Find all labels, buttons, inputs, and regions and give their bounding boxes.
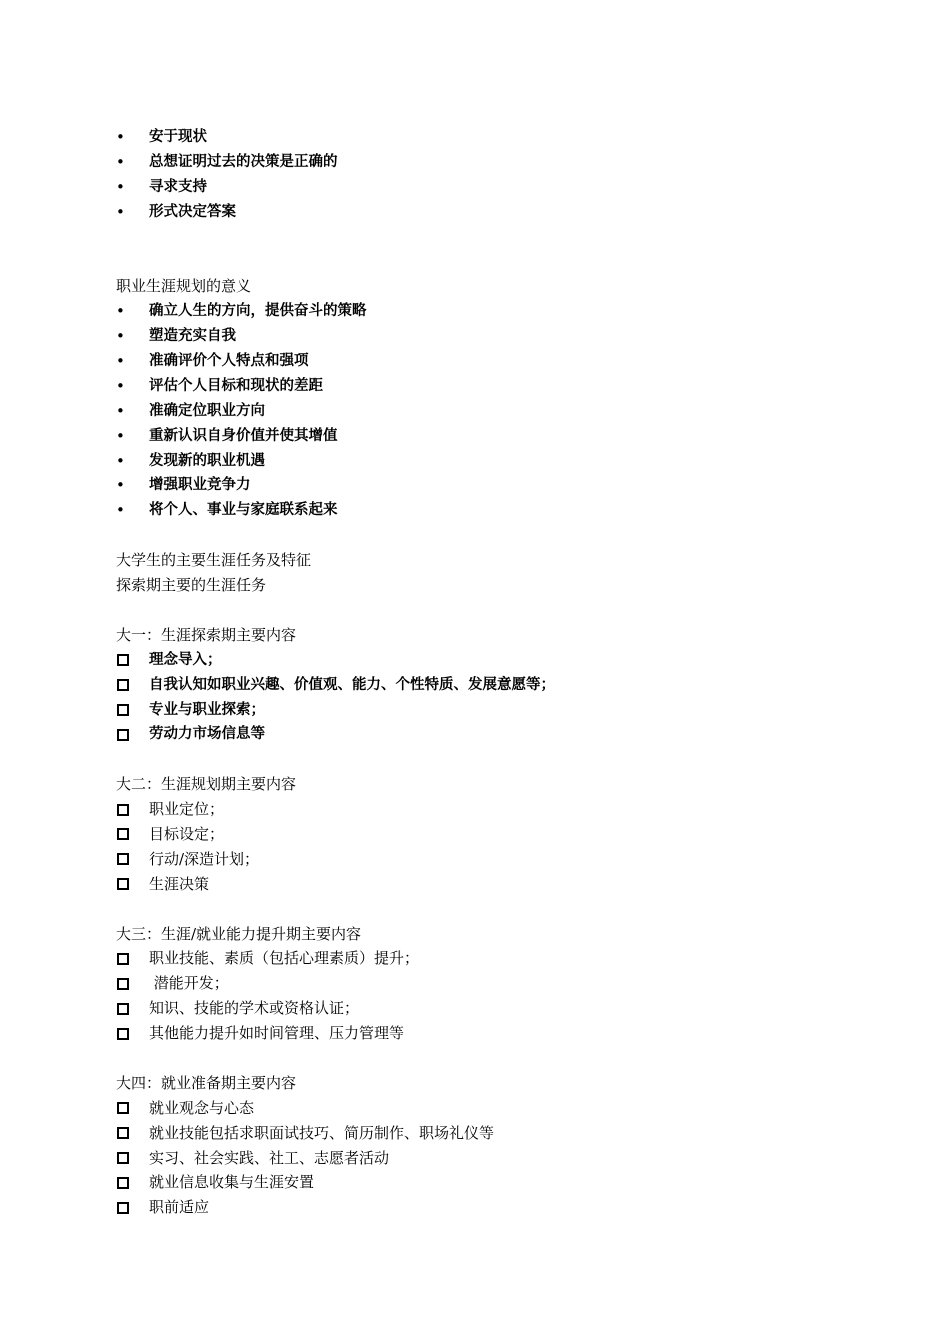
section-subheading: 探索期主要的生涯任务 (116, 576, 267, 595)
checkbox-square-icon (117, 1003, 129, 1015)
list-item: 专业与职业探索； (116, 698, 876, 723)
section-heading: 大学生的主要生涯任务及特征 (116, 551, 312, 570)
list-item: 目标设定； (116, 822, 876, 847)
list-item: 职前适应 (116, 1195, 876, 1220)
bullet-icon: • (116, 476, 125, 495)
list-item: 实习、社会实践、社工、志愿者活动 (116, 1146, 876, 1171)
list-item: • 发现新的职业机遇 (116, 451, 265, 470)
bullet-icon: • (116, 426, 125, 445)
bullet-icon: • (116, 351, 125, 370)
bullet-icon: • (116, 177, 125, 196)
section-heading: 大四：就业准备期主要内容 (116, 1073, 297, 1092)
checkbox-square-icon (117, 1127, 129, 1139)
section-heading: 大一：生涯探索期主要内容 (116, 625, 297, 644)
section-heading: 职业生涯规划的意义 (116, 277, 252, 296)
list-item: 就业信息收集与生涯安置 (116, 1170, 876, 1195)
checkbox-square-icon (117, 1102, 129, 1114)
checkbox-square-icon (117, 654, 129, 666)
checkbox-square-icon (117, 804, 129, 816)
list-item: 行动/深造计划； (116, 847, 876, 872)
list-item: 其他能力提升如时间管理、压力管理等 (116, 1021, 876, 1046)
list-item: • 将个人、事业与家庭联系起来 (116, 501, 338, 520)
list-item: 劳动力市场信息等 (116, 722, 876, 747)
bullet-icon: • (116, 501, 125, 520)
list-item: • 评估个人目标和现状的差距 (116, 376, 323, 395)
list-item: • 准确评价个人特点和强项 (116, 351, 309, 370)
list-item: • 重新认识自身价值并使其增值 (116, 426, 338, 445)
checkbox-square-icon (117, 978, 129, 990)
list-item: • 增强职业竞争力 (116, 476, 251, 495)
bullet-icon: • (116, 202, 125, 221)
checkbox-square-icon (117, 1177, 129, 1189)
list-item: 就业技能包括求职面试技巧、简历制作、职场礼仪等 (116, 1121, 876, 1146)
list-item: • 准确定位职业方向 (116, 401, 265, 420)
bullet-icon: • (116, 451, 125, 470)
checkbox-square-icon (117, 1152, 129, 1164)
list-item: 理念导入； (116, 648, 876, 673)
checkbox-square-icon (117, 878, 129, 890)
bullet-icon: • (116, 327, 125, 346)
bullet-icon: • (116, 376, 125, 395)
checkbox-square-icon (117, 704, 129, 716)
list-item: • 安于现状 (116, 127, 207, 146)
list-item: • 塑造充实自我 (116, 327, 236, 346)
checkbox-square-icon (117, 729, 129, 741)
list-item: • 寻求支持 (116, 177, 207, 196)
bullet-icon: • (116, 401, 125, 420)
bullet-icon: • (116, 152, 125, 171)
list-item: 职业技能、素质（包括心理素质）提升； (116, 946, 876, 971)
section-heading: 大三：生涯/就业能力提升期主要内容 (116, 924, 362, 943)
bullet-icon: • (116, 127, 125, 146)
list-item: 知识、技能的学术或资格认证； (116, 996, 876, 1021)
checkbox-square-icon (117, 828, 129, 840)
checkbox-square-icon (117, 953, 129, 965)
list-item: 职业定位； (116, 797, 876, 822)
list-item: 自我认知如职业兴趣、价值观、能力、个性特质、发展意愿等； (116, 673, 876, 698)
list-item: 生涯决策 (116, 872, 876, 897)
bullet-icon: • (116, 302, 125, 321)
checkbox-square-icon (117, 1028, 129, 1040)
list-item: • 确立人生的方向，提供奋斗的策略 (116, 302, 367, 321)
list-item: • 总想证明过去的决策是正确的 (116, 152, 338, 171)
section-heading: 大二：生涯规划期主要内容 (116, 775, 297, 794)
checkbox-square-icon (117, 1202, 129, 1214)
list-item: 就业观念与心态 (116, 1096, 876, 1121)
list-item: 潜能开发； (116, 971, 876, 996)
list-item: • 形式决定答案 (116, 202, 236, 221)
document-content (116, 125, 876, 1220)
checkbox-square-icon (117, 853, 129, 865)
checkbox-square-icon (117, 679, 129, 691)
